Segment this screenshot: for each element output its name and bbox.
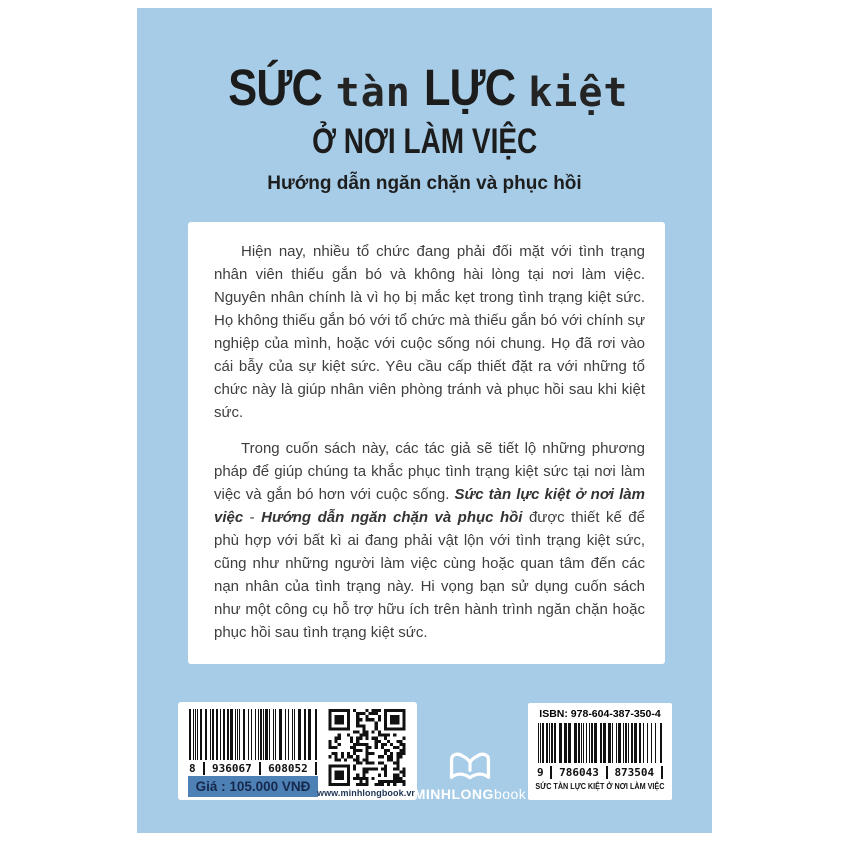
- isbn-barcode-image: [537, 723, 663, 763]
- paragraph2-separator: -: [243, 509, 262, 526]
- inline-book-title: Sức tàn lực kiệt ở nơi làm việc: [214, 486, 645, 526]
- title-word-tan: tàn: [335, 70, 411, 116]
- book-title-line1: [137, 59, 712, 116]
- price-label: Giá : 105.000 VNĐ: [195, 779, 311, 795]
- isbn-number: ISBN: 978-604-387-350-4: [539, 708, 661, 720]
- title-word-suc: SỨC: [228, 59, 323, 116]
- isbn-digit-group: 786043: [559, 765, 599, 779]
- inline-book-subtitle: Hướng dẫn ngăn chặn và phục hồi: [261, 509, 523, 526]
- barcode-guard-mark: [203, 762, 205, 775]
- publisher-website-url: www.minhlongbook.vn: [316, 788, 418, 798]
- book-tagline: Hướng dẫn ngăn chặn và phục hồi: [267, 173, 582, 195]
- publisher-name: [414, 787, 527, 801]
- book-title-line2-text: Ở NƠI LÀM VIỆC: [311, 122, 538, 161]
- open-book-logo-icon: [447, 750, 493, 783]
- barcode-guard-mark: [661, 766, 663, 779]
- title-word-luc: LỰC: [423, 59, 516, 116]
- publisher-name-lower: book: [493, 786, 527, 802]
- ean-digit-group: 936067: [211, 762, 252, 776]
- barcode-guard-mark: [606, 766, 608, 779]
- price-bar: [188, 776, 318, 797]
- barcode-guard-mark: [550, 766, 552, 779]
- description-paragraph-2: [214, 437, 645, 644]
- description-paragraph-1: Hiện nay, nhiều tổ chức đang phải đối mặt với tình trạng nhân viên thiếu gắn bó và không hài lòng tại nơi làm việc. Nguyên nhân chính là vì họ bị mắc kẹt trong tình trạng kiệt sức. Họ không thiếu gắn bó với tổ chức mà thiếu gắn bó với chính sự nghiệp của mình, hoặc với cuộc sống nói chung. Họ đã rơi vào cái bẫy của sự kiệt sức. Yêu cầu cấp thiết đặt ra với những tổ chức này là giúp nhân viên phòng tránh và phục hồi sau khi kiệt sức.: [214, 243, 645, 421]
- title-word-kiet: kiệt: [528, 70, 629, 116]
- ean-digit-group: 8: [189, 762, 196, 776]
- book-title-line2: [137, 122, 712, 162]
- isbn-digit-group: 9: [537, 765, 544, 779]
- barcode-guard-mark: [315, 762, 317, 775]
- isbn-caption-title: SỨC TÀN LỰC KIỆT Ở NƠI LÀM VIỆC: [535, 780, 665, 791]
- isbn-digit-group: 873504: [614, 765, 655, 779]
- ean-barcode-image: [188, 709, 318, 760]
- title-block: [137, 59, 712, 195]
- publisher-name-caps: MINHLONG: [413, 786, 494, 802]
- book-back-cover: [137, 8, 712, 833]
- publisher-logo: [413, 750, 527, 802]
- retail-barcode-box: [178, 702, 417, 800]
- barcode-guard-mark: [259, 762, 261, 775]
- description-box: [188, 222, 665, 664]
- qr-column: [316, 709, 418, 798]
- qr-code-icon: [328, 709, 406, 787]
- paragraph2-lead: Trong cuốn sách này, các tác giả sẽ tiết lộ những phương pháp để giúp chúng ta khắc phục tình trạng kiệt sức tại nơi làm việc và gắn bó hơn với cuộc sống.: [214, 440, 645, 503]
- ean-barcode-column: [188, 709, 318, 797]
- isbn-barcode-digits: [536, 764, 664, 778]
- paragraph2-rest: được thiết kế để phù hợp với bất kì ai đang phải vật lộn với tình trạng kiệt sức, cũng như những người làm việc cùng hoặc quan tâm đến các nạn nhân của tình trạng này. Hi vọng bạn sử dụng cuốn sách như một công cụ hỗ trợ hữu ích trên hành trình ngăn chặn hoặc phục hồi sau tình trạng kiệt sức.: [214, 509, 645, 641]
- ean-barcode-digits: [188, 760, 318, 774]
- isbn-box: [528, 703, 672, 800]
- ean-digit-group: 608052: [268, 762, 308, 776]
